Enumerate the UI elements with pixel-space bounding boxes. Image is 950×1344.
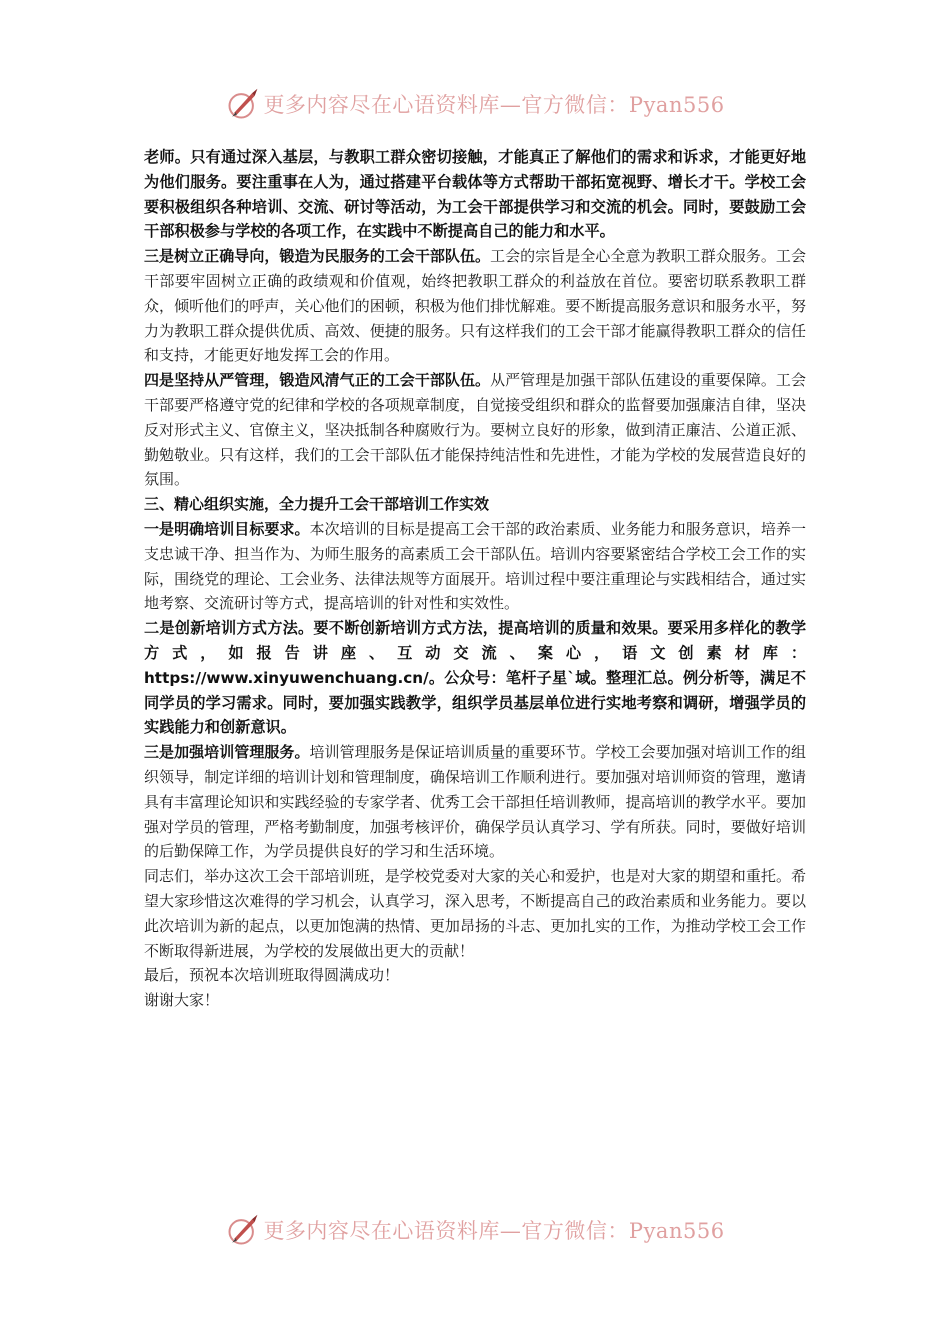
section-heading: 三、精心组织实施，全力提升工会干部培训工作实效 (144, 495, 490, 514)
paragraph-lead: 三是树立正确导向，锻造为民服务的工会干部队伍。 (144, 247, 491, 266)
paragraph-text: 培训管理服务是保证培训质量的重要环节。学校工会要加强对培训工作的组织领导，制定详细的培训计划和管理制度，确保培训工作顺利进行。要加强对培训师资的管理，邀请具有丰富理论知识和实践经验的专家学者、优秀工会干部担任培训教师，提高培训的教学水平。要加强对学员的管理，严格考勤制度，加强考核评价，确保学员认真学习、学有所获。同时，要做好培训的后勤保障工作，为学员提供良好的学习和生活环境。 (144, 743, 806, 861)
banner-text: 更多内容尽在心语资料库—官方微信：Pyan556 (263, 93, 725, 117)
quill-pen-logo-icon (225, 1212, 261, 1248)
document-body (144, 145, 806, 1013)
paragraph-lead: 一是明确培训目标要求。 (144, 519, 310, 538)
paragraph-lead: 三是加强培训管理服务。 (144, 743, 310, 762)
header-watermark-banner (0, 84, 950, 124)
banner-text: 更多内容尽在心语资料库—官方微信：Pyan556 (263, 1219, 725, 1243)
paragraph-thanks: 谢谢大家！ (144, 991, 220, 1010)
paragraph-point-one (144, 517, 806, 616)
paragraph-continuation: 老师。只有通过深入基层，与教职工群众密切接触，才能真正了解他们的需求和诉求，才能更好地为他们服务。要注重事在人为，通过搭建平台载体等方式帮助干部拓宽视野、增长才干。学校工会要积极组织各种培训、交流、研讨等活动，为工会干部提供学习和交流的机会。同时，要鼓励工会干部积极参与学校的各项工作，在实践中不断提高自己的能力和水平。 (144, 148, 806, 241)
paragraph-wish: 最后，预祝本次培训班取得圆满成功！ (144, 966, 400, 985)
quill-pen-logo-icon (225, 86, 261, 122)
paragraph-text: 工会的宗旨是全心全意为教职工群众服务。工会干部要牢固树立正确的政绩观和价值观，始终把教职工群众的利益放在首位。要密切联系教职工群众，倾听他们的呼声，关心他们的困顿，积极为他们排忧解难。要不断提高服务意识和服务水平，努力为教职工群众提供优质、高效、便捷的服务。只有这样我们的工会干部才能赢得教职工群众的信任和支持，才能更好地发挥工会的作用。 (144, 247, 806, 365)
paragraph-point-four (144, 368, 806, 492)
paragraph-closing: 同志们，举办这次工会干部培训班，是学校党委对大家的关心和爱护，也是对大家的期望和重托。希望大家珍惜这次难得的学习机会，认真学习，深入思考，不断提高自己的政治素质和业务能力。要以此次培训为新的起点，以更加饱满的热情、更加昂扬的斗志、更加扎实的工作，为推动学校工会工作不断取得新进展，为学校的发展做出更大的贡献！ (144, 867, 806, 960)
paragraph-text: 从严管理是加强干部队伍建设的重要保障。工会干部要严格遵守党的纪律和学校的各项规章制度，自觉接受组织和群众的监督要加强廉洁自律，坚决反对形式主义、官僚主义，坚决抵制各种腐败行为。要树立良好的形象，做到清正廉洁、公道正派、勤勉敬业。只有这样，我们的工会干部队伍才能保持纯洁性和先进性，才能为学校的发展营造良好的氛围。 (144, 371, 806, 489)
paragraph-point-three-b (144, 740, 806, 864)
paragraph-point-two: 二是创新培训方式方法。要不断创新培训方式方法，提高培训的质量和效果。要采用多样化的教学方式，如报告讲座、互动交流、案心，语文创素材库：https://www.xinyuwenchuang.cn/。公众号：笔杆子星`域。整理汇总。例分析等，满足不同学员的学习需求。同时，要加强实践教学，组织学员基层单位进行实地考察和调研，增强学员的实践能力和创新意识。 (144, 619, 806, 737)
footer-watermark-banner (0, 1210, 950, 1250)
paragraph-point-three (144, 244, 806, 368)
paragraph-text: 本次培训的目标是提高工会干部的政治素质、业务能力和服务意识，培养一支忠诚干净、担当作为、为师生服务的高素质工会干部队伍。培训内容要紧密结合学校工会工作的实际，围绕党的理论、工会业务、法律法规等方面展开。培训过程中要注重理论与实践相结合，通过实地考察、交流研讨等方式，提高培训的针对性和实效性。 (144, 519, 806, 613)
paragraph-lead: 四是坚持从严管理，锻造风清气正的工会干部队伍。 (144, 371, 491, 390)
